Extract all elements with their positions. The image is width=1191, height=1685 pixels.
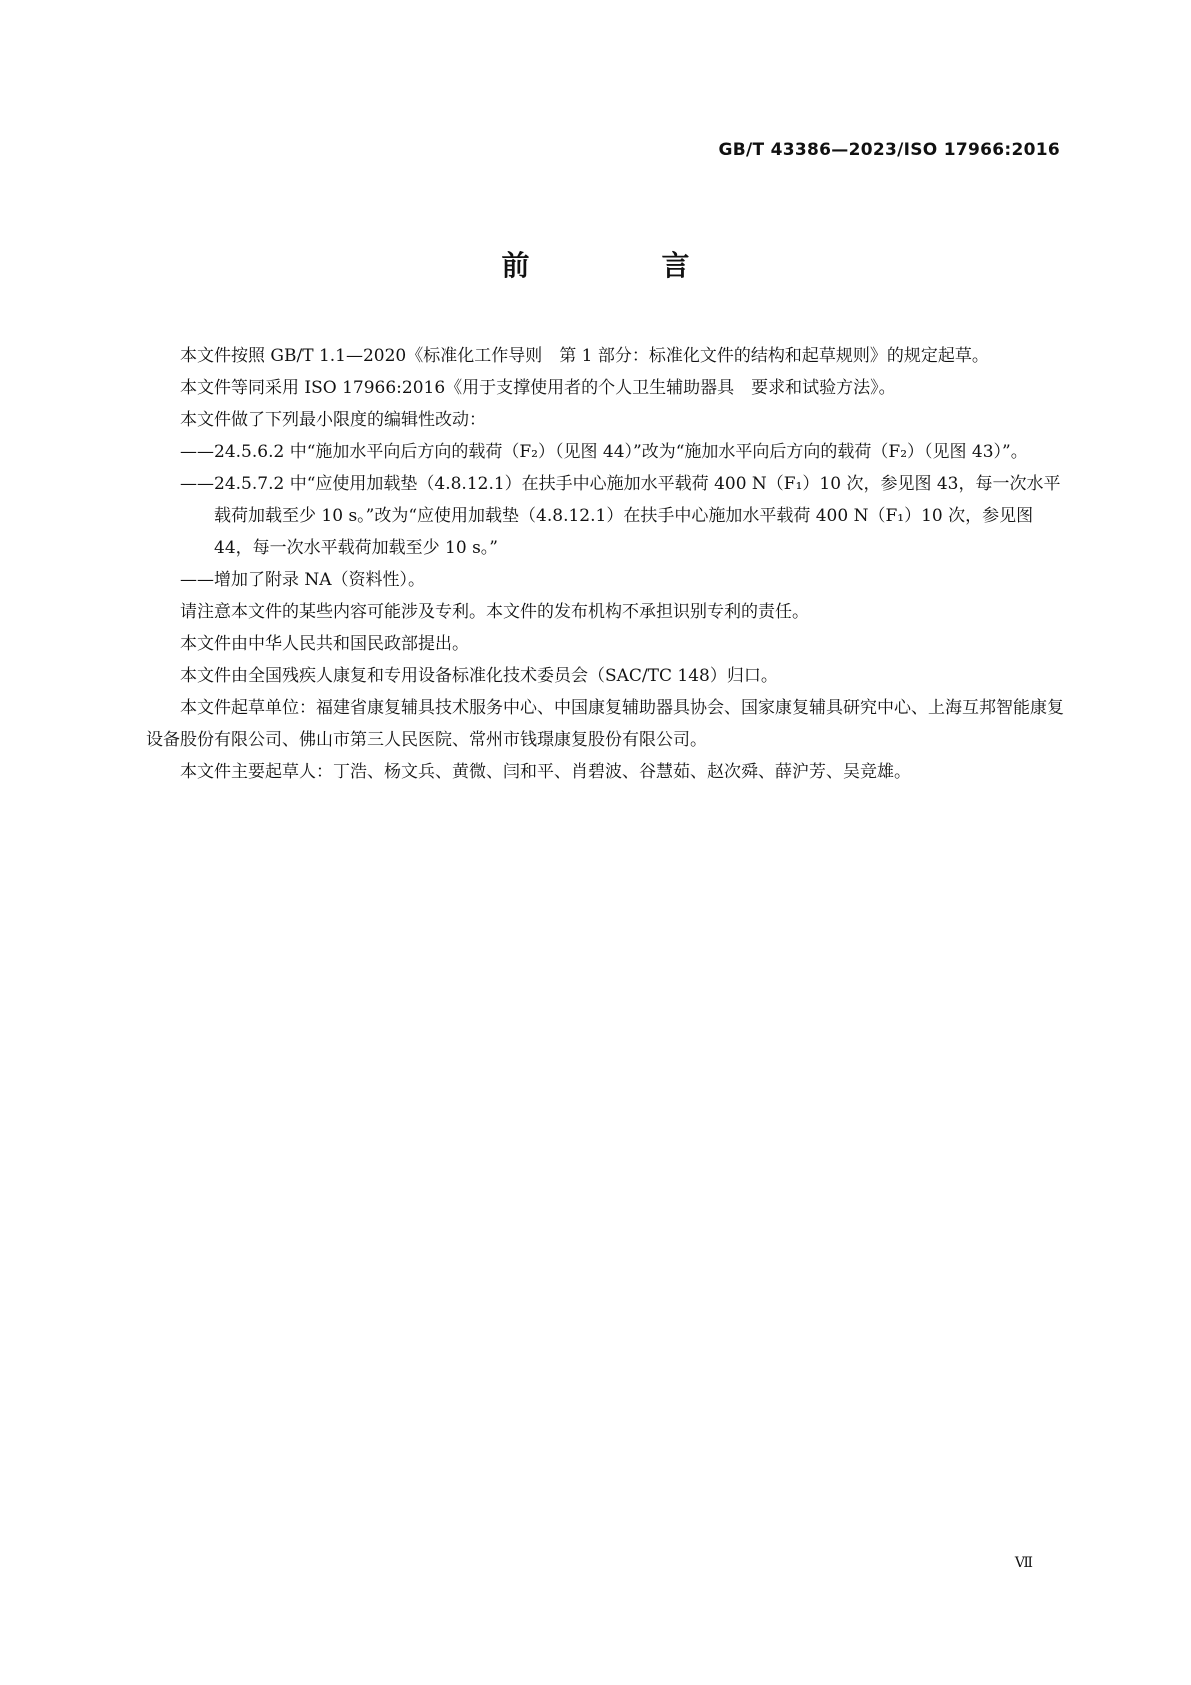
page-title: 前 言 [501,249,742,282]
foreword-body [146,340,1066,788]
paragraph-administrator: 本文件由全国残疾人康复和专用设备标准化技术委员会（SAC/TC 148）归口。 [180,666,778,686]
paragraph-drafting-rules: 本文件按照 GB/T 1.1—2020《标准化工作导则 第 1 部分：标准化文件的结构和起草规则》的规定起草。 [180,346,989,366]
paragraph-patent-notice: 请注意本文件的某些内容可能涉及专利。本文件的发布机构不承担识别专利的责任。 [180,602,809,622]
paragraph-editorial-changes: 本文件做了下列最小限度的编辑性改动： [180,410,486,430]
change-item: ——增加了附录 NA（资料性）。 [180,570,426,590]
paragraph-drafters: 本文件主要起草人：丁浩、杨文兵、黄微、闫和平、肖碧波、谷慧茹、赵次舜、薛沪芳、吴竞雄。 [180,762,911,782]
change-item: ——24.5.7.2 中“应使用加载垫（4.8.12.1）在扶手中心施加水平载荷 400 N（F₁）10 次，参见图 43，每一次水平载荷加载至少 10 s。”改为“应使用加载垫（4.8.12.1）在扶手中心施加水平载荷 400 N（F₁）10 次，参见图 44，每一次水平载荷加载至少 10 s。” [180,474,1061,558]
standard-code: GB/T 43386—2023/ISO 17966:2016 [718,140,1060,160]
change-item: ——24.5.6.2 中“施加水平向后方向的载荷（F₂）（见图 44）”改为“施加水平向后方向的载荷（F₂）（见图 43）”。 [180,442,1028,462]
paragraph-proposer: 本文件由中华人民共和国民政部提出。 [180,634,469,654]
paragraph-drafting-units: 本文件起草单位：福建省康复辅具技术服务中心、中国康复辅助器具协会、国家康复辅具研究中心、上海互邦智能康复设备股份有限公司、佛山市第三人民医院、常州市钱璟康复股份有限公司。 [146,698,1064,750]
page-number: Ⅶ [1014,1555,1033,1571]
paragraph-adoption: 本文件等同采用 ISO 17966:2016《用于支撑使用者的个人卫生辅助器具 要求和试验方法》。 [180,378,896,398]
